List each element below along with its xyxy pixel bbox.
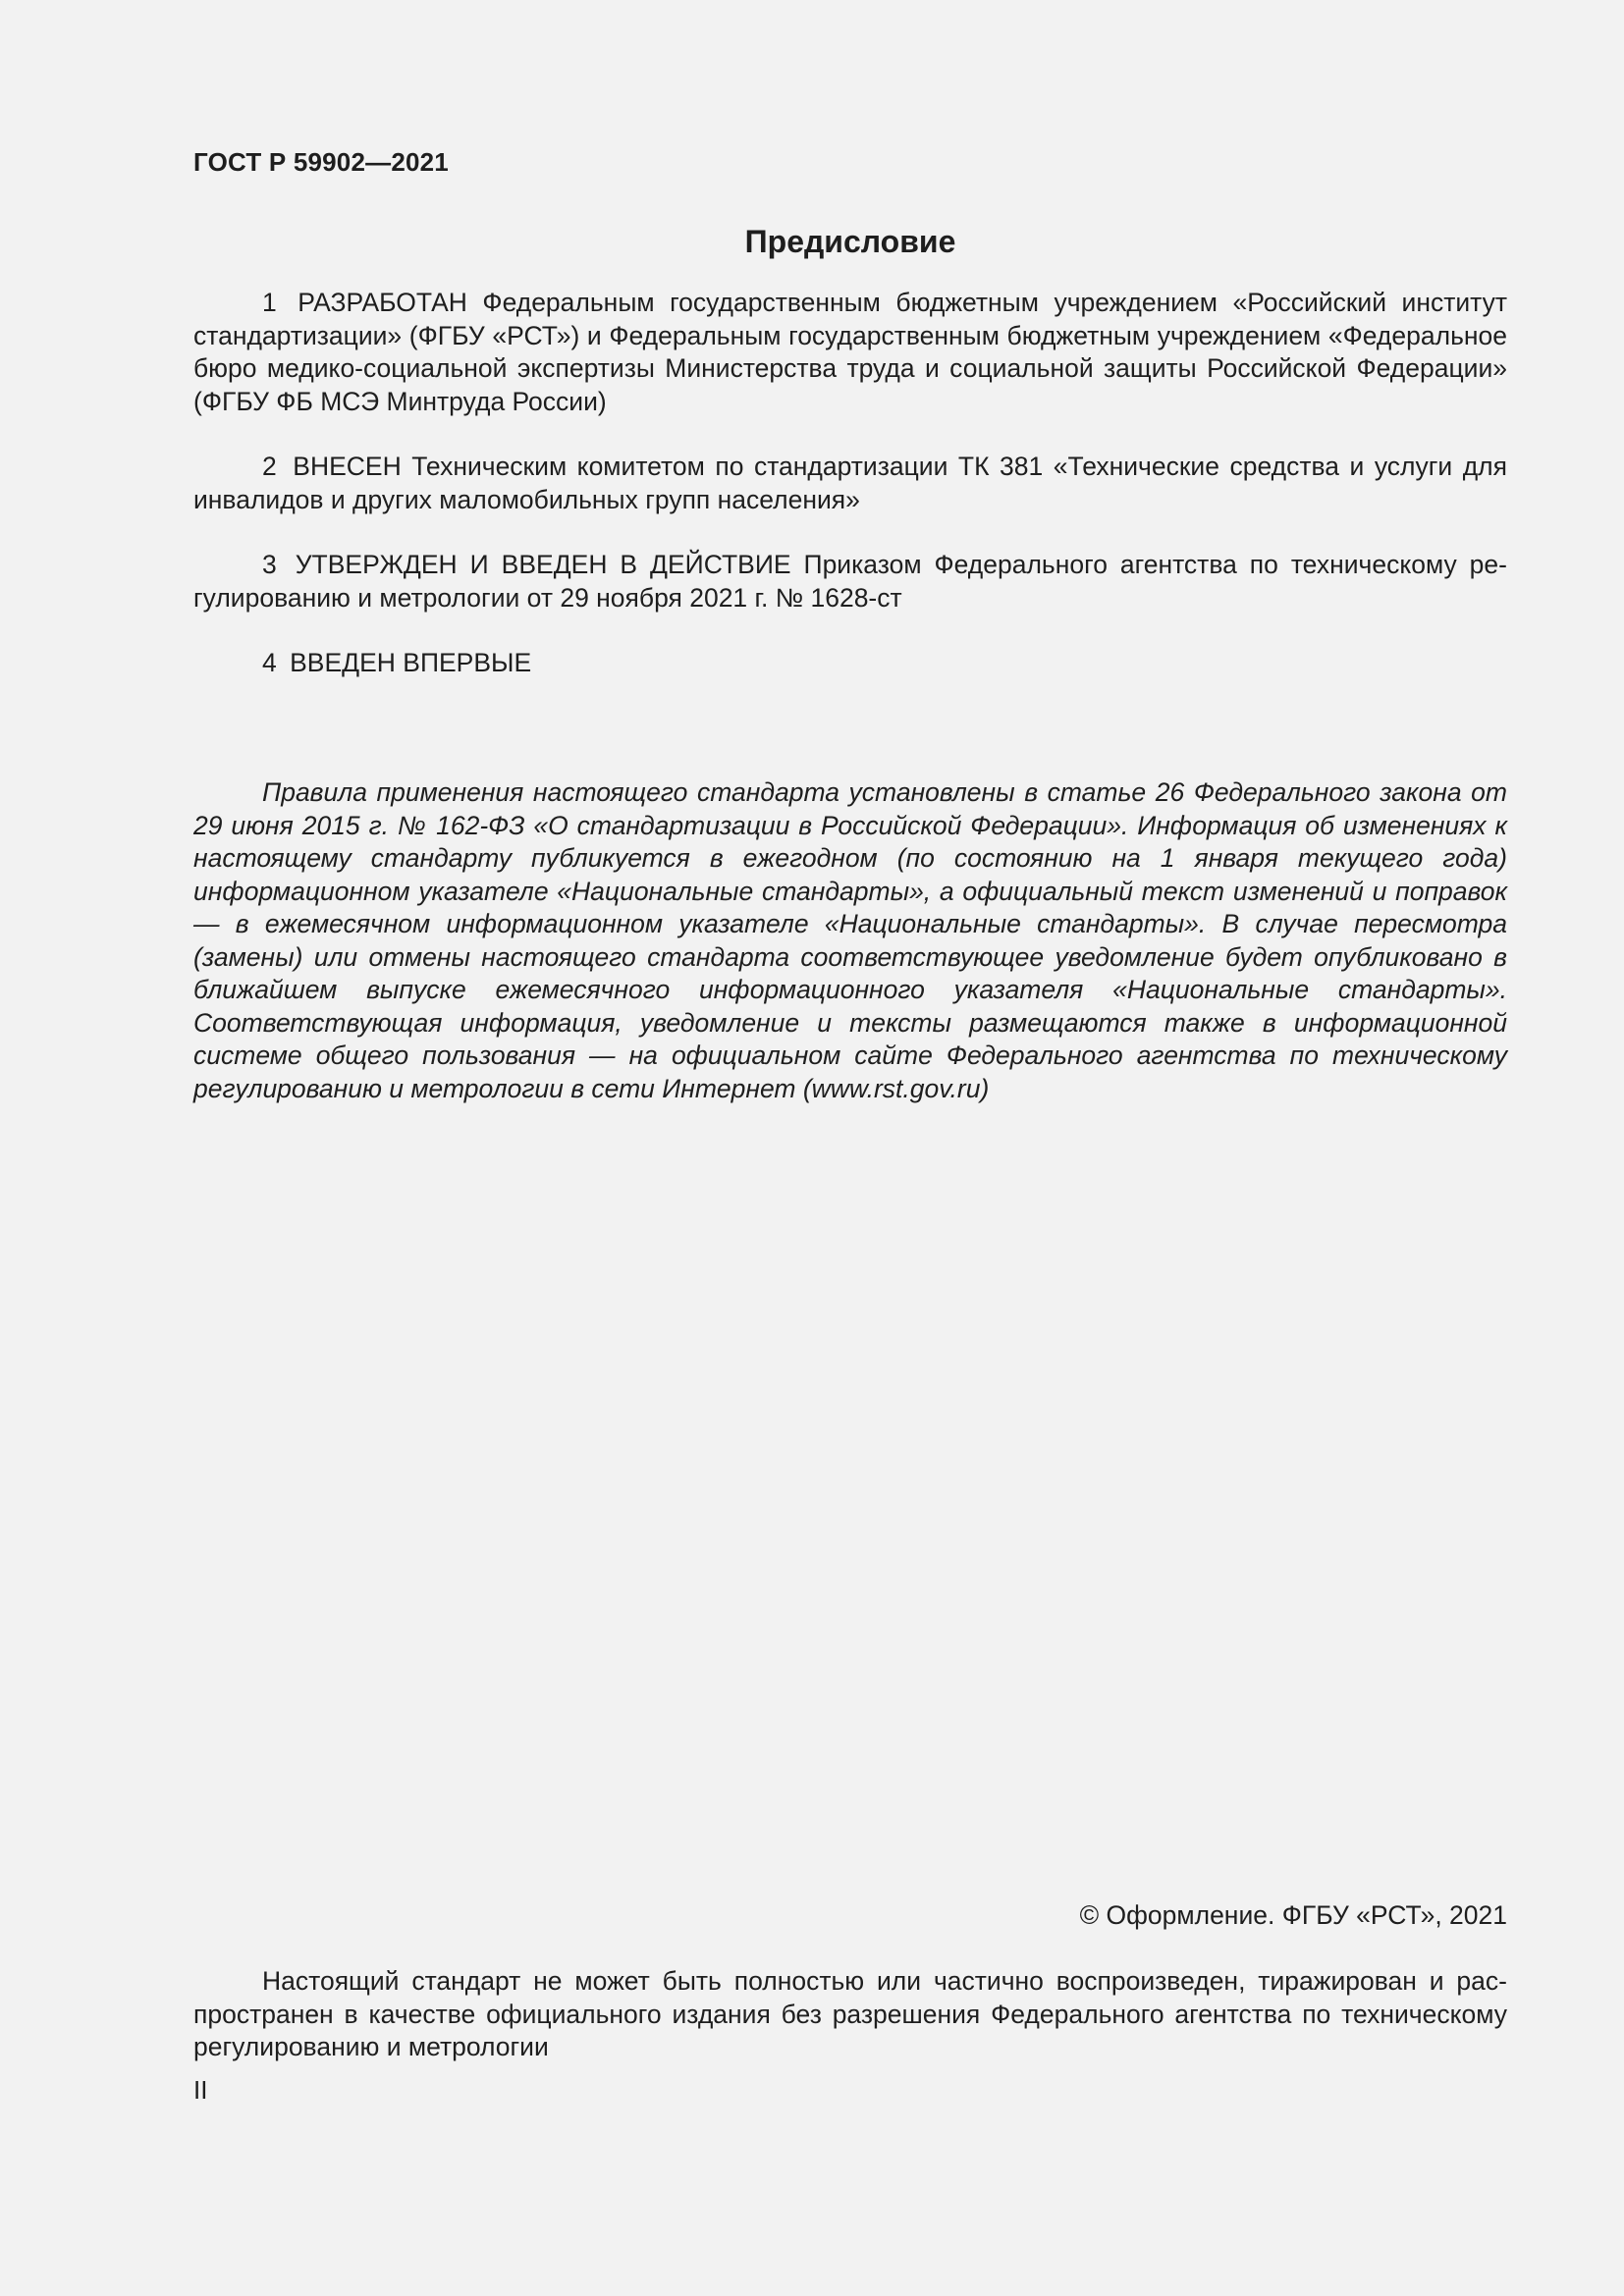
item-number: 1 (262, 288, 277, 317)
page-title: Предисловие (744, 224, 956, 259)
document-id: ГОСТ Р 59902—2021 (193, 147, 449, 177)
foreword-item-1 (193, 287, 1507, 418)
item-text: РАЗРАБОТАН Федеральным государственным бюджетным учреждением «Российский институт стандартизации» (ФГБУ «РСТ») и Федеральным государственным бюджетным учреждением «Федеральное бюро медико-социальной экспертизы Министерства труда и социальной защиты Российской Федерации» (ФГБУ ФБ МСЭ Минтруда России) (193, 288, 1507, 416)
item-text: ВНЕСЕН Техническим комитетом по стандартизации ТК 381 «Технические средства и услуги для инвалидов и других маломобильных групп населения» (193, 452, 1507, 514)
foreword-item-3 (193, 549, 1507, 614)
item-text: УТВЕРЖДЕН И ВВЕДЕН В ДЕЙСТВИЕ Приказом Федерального агентства по техническому регулированию и метрологии от 29 ноября 2021 г. № 1628-ст (193, 550, 1507, 613)
reproduction-notice: Настоящий стандарт не может быть полностью или частично воспроизведен, тиражирован и распространен в качестве официального издания без разрешения Федерального агентства по техническому регулированию и метрологии (193, 1966, 1507, 2061)
item-number: 3 (262, 550, 277, 579)
page-number: II (193, 2075, 208, 2105)
application-rules-notice: Правила применения настоящего стандарта установлены в статье 26 Федерального закона от 29 июня 2015 г. № 162-ФЗ «О стандартизации в Российской Федерации». Информация об изменениях к настоящему стандарту публикуется в ежегодном (по состоянию на 1 января текущего года) информационном указателе «Национальные стандарты», а официальный текст изменений и поправок — в ежемесячном информационном указателе «Национальные стандарты». В случае пересмотра (замены) или отмены настоящего стандарта соответствующее уведомление будет опубликовано в ближайшем выпуске ежемесячного информационного указателя «Национальные стандарты». Соответствующая информация, уведомление и тексты размещаются также в информационной системе общего пользования — на официальном сайте Федерального агентства по техническому регулированию и метрологии в сети Интернет (www.rst.gov.ru) (193, 777, 1507, 1103)
item-number: 4 (262, 648, 277, 677)
copyright-line: © Оформление. ФГБУ «РСТ», 2021 (1079, 1900, 1507, 1930)
item-text: ВВЕДЕН ВПЕРВЫЕ (290, 648, 532, 677)
foreword-item-4 (193, 647, 1507, 680)
item-number: 2 (262, 452, 277, 481)
foreword-item-2 (193, 451, 1507, 516)
